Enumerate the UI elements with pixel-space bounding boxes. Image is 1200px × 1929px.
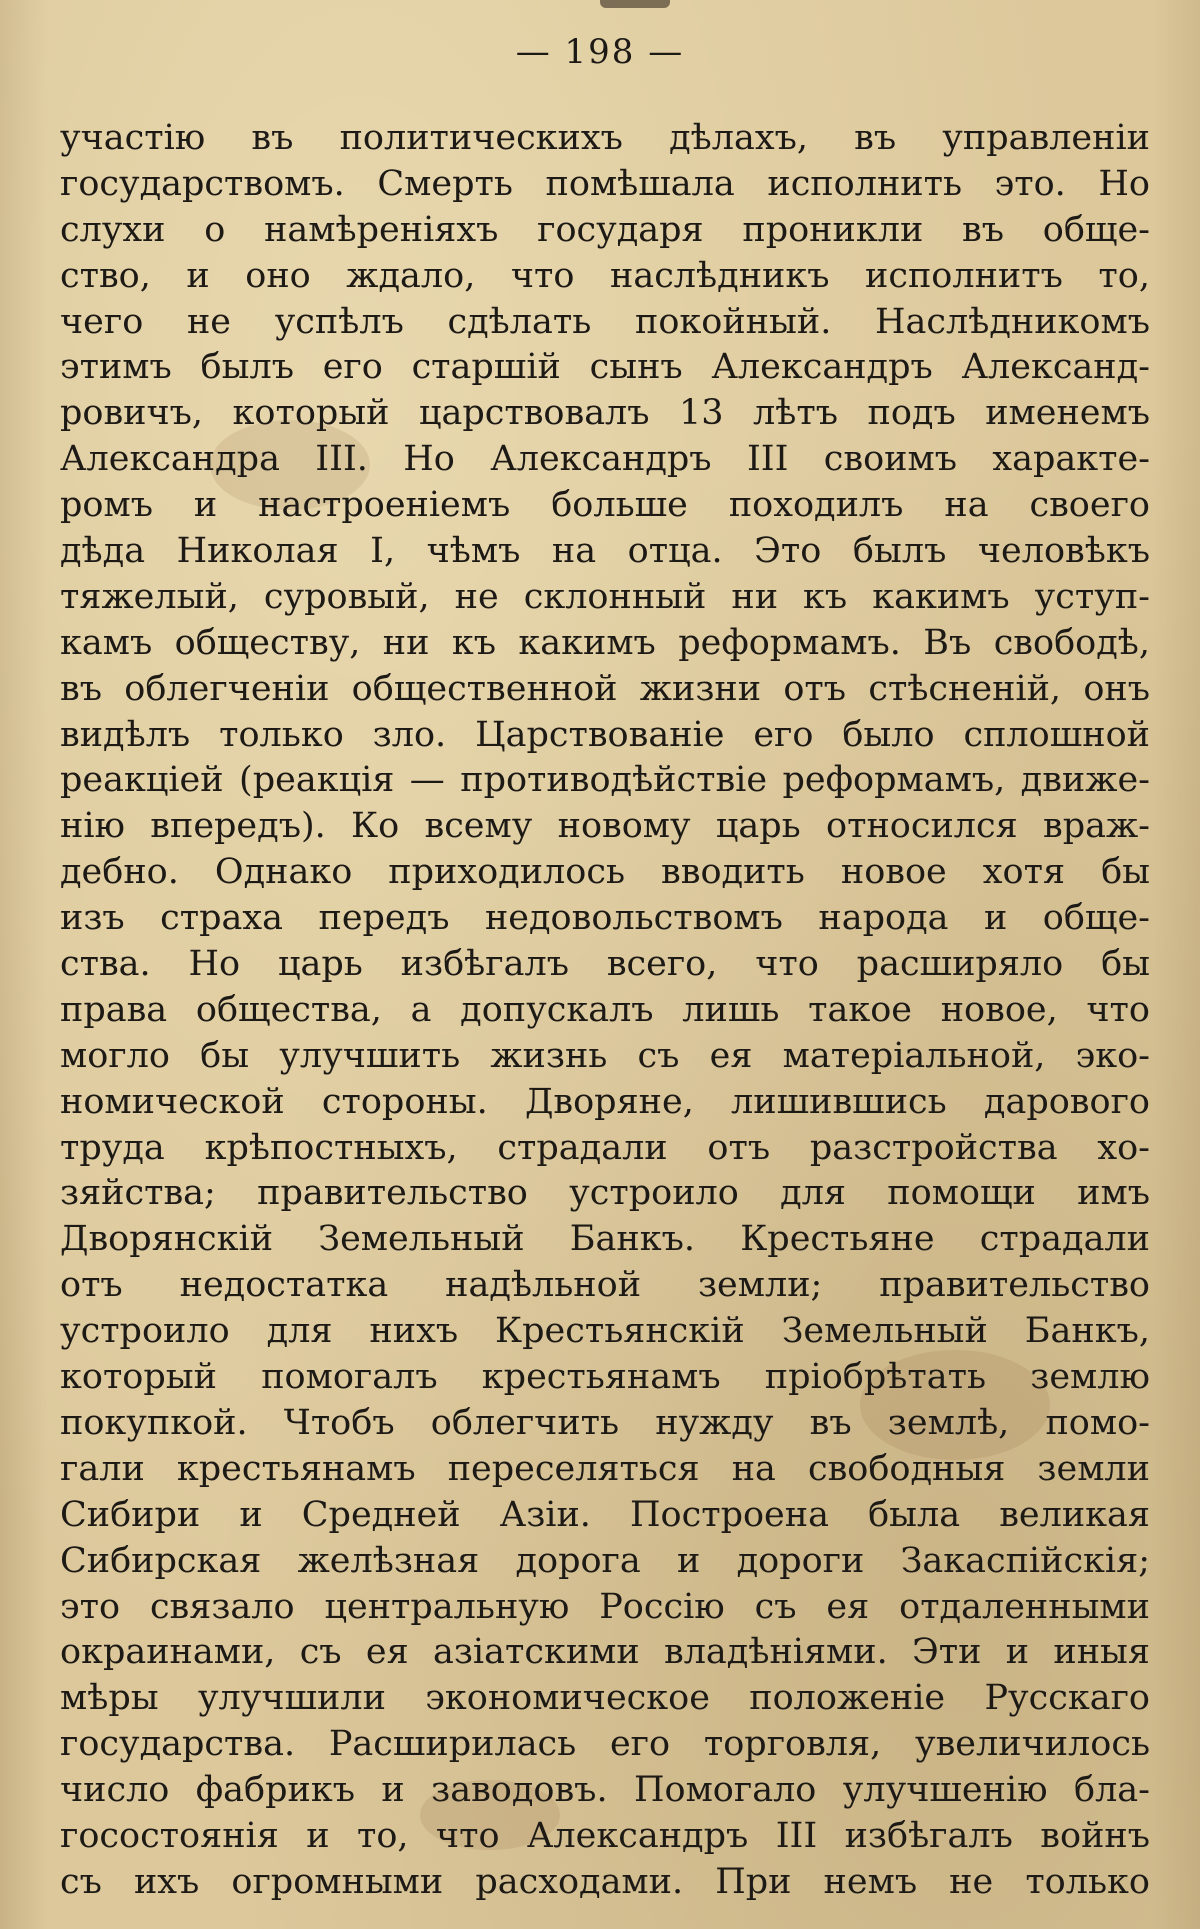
text-line: ровичъ, который царствовалъ 13 лѣтъ подъ именемъ <box>60 393 1150 434</box>
text-line: Дворянскій Земельный Банкъ. Крестьяне страдали <box>60 1219 1150 1260</box>
body-text <box>60 116 1150 1906</box>
text-line: камъ обществу, ни къ какимъ реформамъ. Въ свободѣ, <box>60 622 1150 663</box>
text-line: нію впередъ). Ко всему новому царь относился враж- <box>60 806 1150 847</box>
text-line: дѣда Николая I, чѣмъ на отца. Это былъ человѣкъ <box>60 531 1150 572</box>
text-line: покупкой. Чтобъ облегчить нужду въ землѣ, помо- <box>60 1402 1150 1443</box>
text-line: госостоянія и то, что Александръ III избѣгалъ войнъ <box>60 1815 1150 1856</box>
text-line: это связало центральную Россію съ ея отдаленными <box>60 1586 1150 1627</box>
text-line: въ облегченіи общественной жизни отъ стѣсненій, онъ <box>60 668 1150 709</box>
top-edge-mark <box>600 0 670 8</box>
text-line: гали крестьянамъ переселяться на свободныя земли <box>60 1448 1150 1489</box>
text-line: чего не успѣлъ сдѣлать покойный. Наслѣдникомъ <box>60 301 1150 342</box>
text-line: слухи о намѣреніяхъ государя проникли въ обще- <box>60 209 1150 250</box>
text-line: ство, и оно ждало, что наслѣдникъ исполнитъ то, <box>60 255 1150 296</box>
text-line: отъ недостатка надѣльной земли; правительство <box>60 1265 1150 1306</box>
text-line: могло бы улучшить жизнь съ ея матеріальной, эко- <box>60 1035 1150 1076</box>
text-line: этимъ былъ его старшій сынъ Александръ Александ- <box>60 347 1150 388</box>
text-line: число фабрикъ и заводовъ. Помогало улучшенію бла- <box>60 1770 1150 1811</box>
text-line: тяжелый, суровый, не склонный ни къ какимъ уступ- <box>60 576 1150 617</box>
text-line: зяйства; правительство устроило для помощи имъ <box>60 1173 1150 1214</box>
text-line: государства. Расширилась его торговля, увеличилось <box>60 1724 1150 1765</box>
text-line: видѣлъ только зло. Царствованіе его было сплошной <box>60 714 1150 755</box>
text-line: Сибирская желѣзная дорога и дороги Закаспійскія; <box>60 1540 1150 1581</box>
text-line: изъ страха передъ недовольствомъ народа и обще- <box>60 898 1150 939</box>
text-line: государствомъ. Смерть помѣшала исполнить это. Но <box>60 163 1150 204</box>
text-line: ромъ и настроеніемъ больше походилъ на своего <box>60 485 1150 526</box>
text-line: мѣры улучшили экономическое положеніе Русскаго <box>60 1678 1150 1719</box>
text-line: реакціей (реакція — противодѣйствіе реформамъ, движе- <box>60 760 1150 801</box>
text-line: права общества, а допускалъ лишь такое новое, что <box>60 989 1150 1030</box>
text-line: съ ихъ огромными расходами. При немъ не только <box>60 1861 1150 1902</box>
page-number: — 198 — <box>515 32 685 72</box>
text-line: труда крѣпостныхъ, страдали отъ разстройства хо- <box>60 1127 1150 1168</box>
text-line: устроило для нихъ Крестьянскій Земельный Банкъ, <box>60 1311 1150 1352</box>
text-line: Александра III. Но Александръ III своимъ характе- <box>60 439 1150 480</box>
text-line: окраинами, съ ея азіатскими владѣніями. Эти и иныя <box>60 1632 1150 1673</box>
text-line: Сибири и Средней Азіи. Построена была великая <box>60 1494 1150 1535</box>
text-line: участію въ политическихъ дѣлахъ, въ управленіи <box>60 118 1150 158</box>
text-line: который помогалъ крестьянамъ пріобрѣтать землю <box>60 1357 1150 1398</box>
text-line: ства. Но царь избѣгалъ всего, что расширяло бы <box>60 944 1150 985</box>
text-line: номической стороны. Дворяне, лишившись дарового <box>60 1081 1150 1122</box>
text-line: дебно. Однако приходилось вводить новое хотя бы <box>60 852 1150 893</box>
